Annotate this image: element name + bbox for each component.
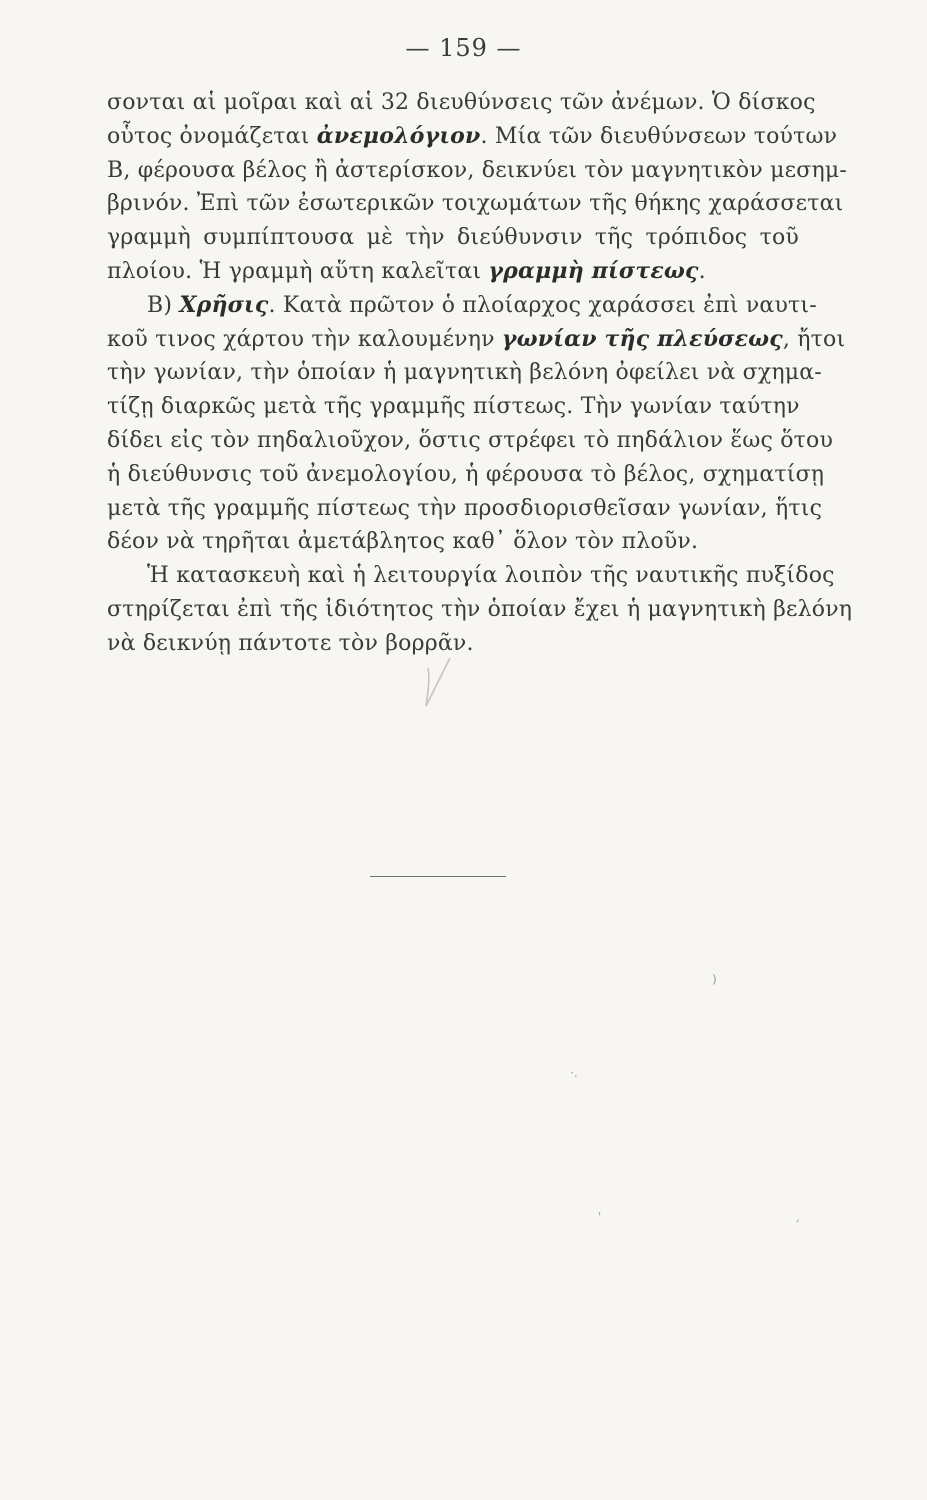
text-run: πλοίου. Ἡ γραμμὴ αὕτη καλεῖται [107, 258, 489, 284]
paper-speck: ·. [570, 1066, 578, 1080]
text-run: . Κατὰ πρῶτον ὁ πλοίαρχος χαράσσει ἐπὶ ναυτι- [268, 292, 817, 318]
text-line [107, 86, 816, 120]
text-line [107, 356, 822, 390]
text-run: οὗτος ὀνομάζεται [107, 123, 317, 149]
text-line [107, 458, 825, 492]
section-divider [370, 876, 506, 877]
text-run: ἡ διεύθυνσις τοῦ ἀνεμολογίου, ἡ φέρουσα τὸ βέλος, σχηματίσῃ [107, 461, 825, 487]
text-run: Ἡ κατασκευὴ καὶ ἡ λειτουργία λοιπὸν τῆς ναυτικῆς πυξίδος [147, 563, 835, 589]
pencil-check-mark-icon [420, 650, 460, 710]
page-number: — 159 — [405, 34, 522, 62]
section-label: Β) [147, 292, 180, 318]
text-run: μετὰ τῆς γραμμῆς πίστεως τὴν προσδιορισθεῖσαν γωνίαν, ἥτις [107, 495, 823, 521]
term-gonia-plefseos: γωνίαν τῆς πλεύσεως [501, 325, 783, 352]
text-line [107, 255, 799, 289]
text-run: κοῦ τινος χάρτου τὴν καλουμένην [107, 326, 502, 352]
text-line [107, 289, 817, 323]
text-line [107, 120, 838, 154]
text-run: βρινόν. Ἐπὶ τῶν ἐσωτερικῶν τοιχωμάτων τῆς θήκης χαράσσεται [107, 191, 844, 217]
text-run: Β, φέρουσα βέλος ἢ ἀστερίσκον, δεικνύει τὸν μαγνητικὸν μεσημ- [107, 157, 847, 183]
text-run: τὴν γωνίαν, τὴν ὁποίαν ἡ μαγνητικὴ βελόνη ὀφείλει νὰ σχημα- [107, 360, 822, 386]
text-run: σονται αἱ μοῖραι καὶ αἱ 32 διευθύνσεις τῶν ἀνέμων. Ὁ δίσκος [107, 90, 816, 115]
term-anemologion: ἀνεμολόγιον [316, 122, 481, 149]
text-line [107, 559, 835, 593]
text-run: . Μία τῶν διευθύνσεων τούτων [480, 123, 838, 149]
text-line [107, 323, 846, 357]
text-line [107, 492, 823, 526]
text-run: . [698, 258, 706, 284]
paper-speck: ' [598, 1210, 602, 1224]
text-run: δίδει εἰς τὸν πηδαλιοῦχον, ὅστις στρέφει τὸ πηδάλιον ἕως ὅτου [107, 427, 834, 453]
text-line [107, 424, 834, 458]
section-heading-chrisis: Χρῆσις [179, 291, 269, 318]
term-grammi-pisteos: γραμμὴ πίστεως [488, 257, 699, 284]
text-line [107, 390, 799, 424]
paper-speck: ) [712, 972, 717, 986]
text-run: τίζῃ διαρκῶς μετὰ τῆς γραμμῆς πίστεως. Τὴν γωνίαν ταύτην [107, 394, 800, 420]
text-run: , ἤτοι [782, 326, 846, 352]
text-run: στηρίζεται ἐπὶ τῆς ἰδιότητος τὴν ὁποίαν ἔχει ἡ μαγνητικὴ βελόνη [107, 596, 853, 622]
text-run: γραμμὴ συμπίπτουσα μὲ τὴν διεύθυνσιν τῆς τρόπιδος τοῦ [107, 225, 799, 251]
text-line [107, 221, 799, 255]
body-text [107, 86, 853, 661]
text-run: δέον νὰ τηρῆται ἀμετάβλητος καθ᾽ ὅλον τὸν πλοῦν. [107, 529, 699, 555]
text-line [107, 154, 847, 188]
text-run: νὰ δεικνύῃ πάντοτε τὸν βορρᾶν. [107, 630, 474, 656]
text-line [107, 593, 853, 627]
text-line [107, 525, 799, 559]
paper-speck: , [796, 1210, 800, 1224]
text-line [107, 187, 844, 221]
